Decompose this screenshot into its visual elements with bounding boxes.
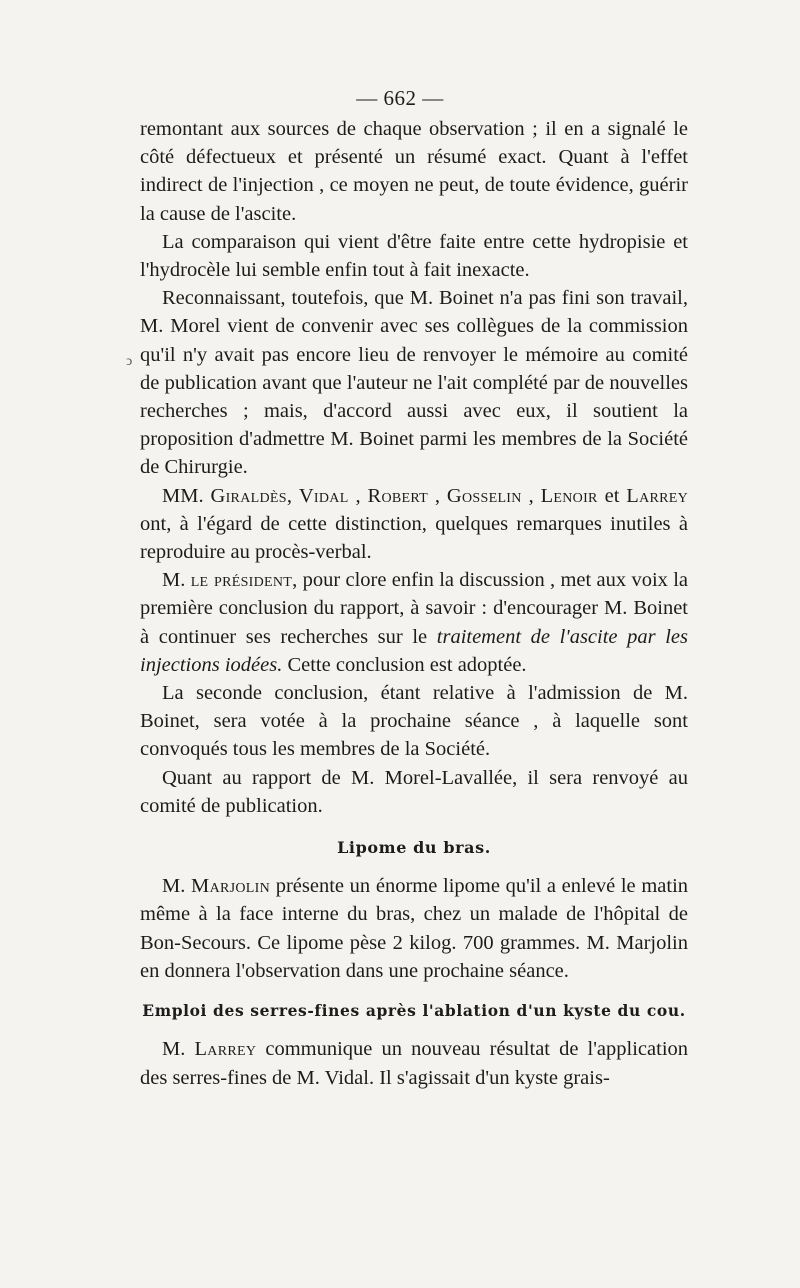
marjolin-text: présente un énorme lipome qu'il a enlevé le matin même à la face interne du bras, chez un malade de l'hôpital de Bon-Secours. Ce lipome pèse 2 kilog. 700 grammes. M. Marjolin en donnera l'observation dans une prochaine séance.: [140, 875, 689, 982]
larrey-prefix: M.: [162, 1038, 186, 1061]
name-larrey: Larrey: [626, 484, 689, 507]
president-prefix: M.: [162, 569, 186, 592]
paragraph-president: [140, 566, 688, 679]
paragraph-larrey: [140, 1035, 688, 1091]
paragraph-continuation: remontant aux sources de chaque observation ; il en a signalé le côté défectueux et présenté un résumé exact. Quant à l'effet indirect de l'injection , ce moyen ne peut, de toute évidence, guérir la cause de l'ascite.: [140, 118, 688, 225]
section-heading-serres-fines: Emploi des serres-fines après l'ablation d'un kyste du cou.: [142, 1001, 686, 1021]
name-lenoir: Lenoir: [540, 484, 598, 507]
body-text: [140, 115, 688, 1092]
italic-par-les: par les: [627, 625, 689, 648]
paragraph-reconnaissant: Reconnaissant, toutefois, que M. Boinet n'a pas fini son travail, M. Morel vient de convenir avec ses collègues de la commission qu'il n'y avait pas encore lieu de renvoyer le mémoire au comité de publication avant que l'auteur ne l'ait complété par de nouvelles recherches ; mais, d'accord aussi avec eux, il soutient la proposition d'admettre M. Boinet parmi les membres de la Société de Chirurgie.: [140, 287, 688, 479]
paragraph-seconde-conclusion: La seconde conclusion, étant relative à l'admission de M. Boinet, sera votée à la prochaine séance , à laquelle sont convoqués tous les membres de la Société.: [140, 682, 688, 761]
section-heading-lipome: Lipome du bras.: [337, 838, 491, 858]
name-robert: Robert: [367, 484, 429, 507]
italic-injections: injections iodées.: [140, 653, 283, 676]
names-prefix: MM.: [162, 484, 204, 507]
name-larrey-2: Larrey: [194, 1038, 257, 1061]
president-title: le président: [190, 569, 293, 592]
name-giraldes: Giraldès: [210, 484, 287, 507]
paragraph-rapport: Quant au rapport de M. Morel-Lavallée, il sera renvoyé au comité de publication.: [140, 766, 688, 817]
names-conj: et: [604, 484, 620, 507]
president-text: , pour clore enfin la discussion , met aux voix la première conclusion du rapport, à savoir : d'encourager M. Boinet à continuer ses recherches sur le: [140, 569, 689, 648]
stray-ink-mark: ↄ: [126, 354, 133, 369]
name-marjolin: Marjolin: [191, 875, 271, 898]
name-vidal: Vidal: [298, 484, 349, 507]
page-number: — 662 —: [356, 86, 444, 110]
president-conclusion: Cette conclusion est adoptée.: [287, 653, 527, 676]
name-gosselin: Gosselin: [446, 484, 522, 507]
names-rest: ont, à l'égard de cette distinction, quelques remarques inutiles à reproduire au procès-verbal.: [140, 512, 688, 564]
marjolin-prefix: M.: [162, 875, 186, 898]
italic-traitement: traitement de l'ascite: [436, 625, 618, 648]
paragraph-names: MM. Giraldès, Vidal , Robert , Gosselin , Lenoir et Larrey ont, à l'égard de cette distinction, quelques remarques inutiles à reproduire au procès-verbal.: [140, 484, 689, 564]
paragraph-marjolin: [140, 872, 688, 985]
larrey-text: communique un nouveau résultat de l'application des serres-fines de M. Vidal. Il s'agissait d'un kyste grais-: [140, 1038, 689, 1089]
paragraph-comparison: La comparaison qui vient d'être faite entre cette hydropisie et l'hydrocèle lui semble enfin tout à fait inexacte.: [140, 230, 688, 282]
